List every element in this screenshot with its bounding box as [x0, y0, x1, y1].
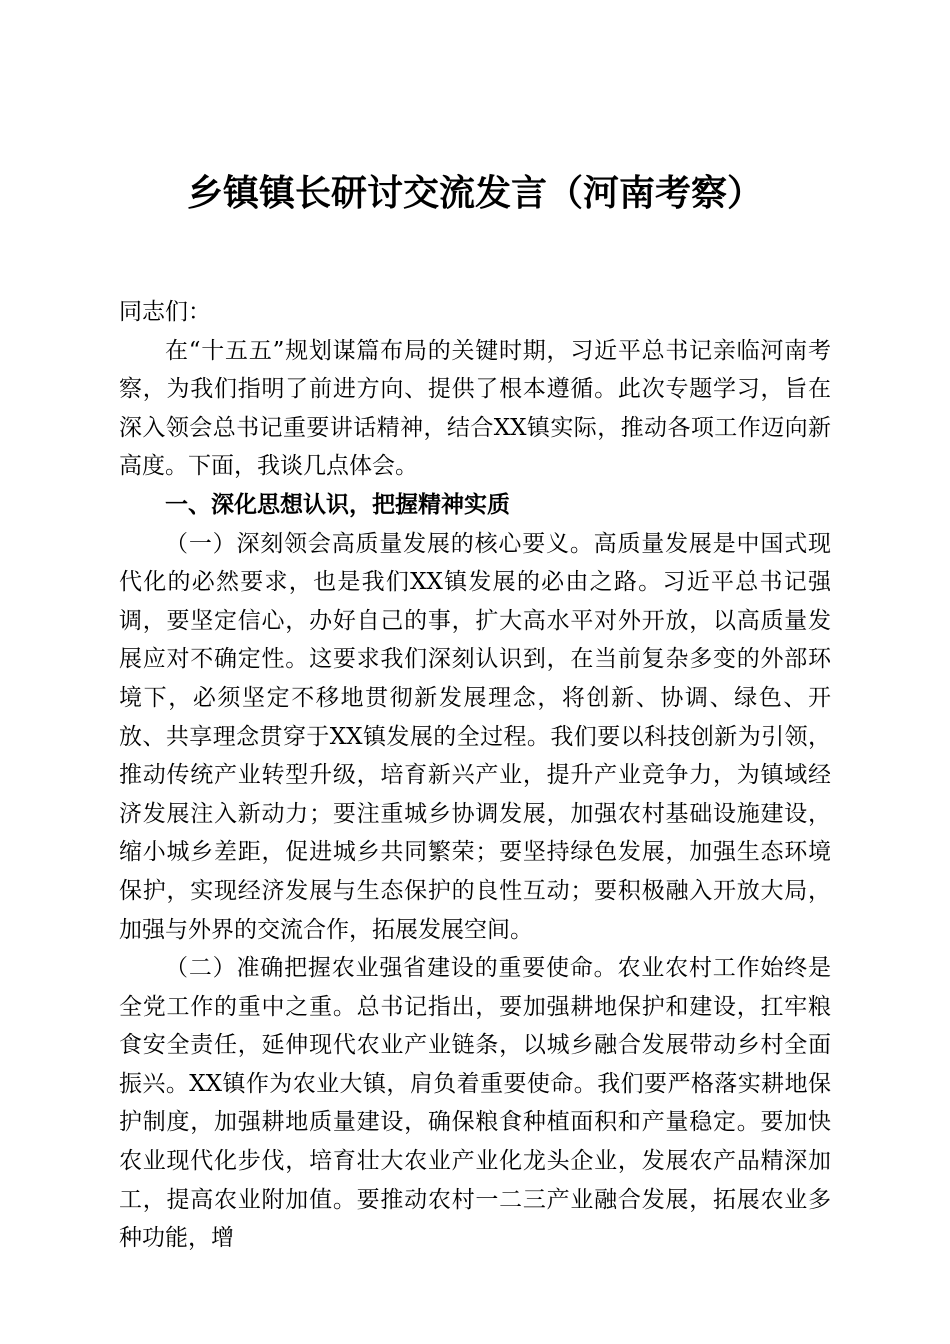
paragraph-2	[119, 949, 831, 1258]
paragraph-2-lead: （二）准确把握农业强省建设的重要使命。	[165, 955, 618, 982]
document-title: 乡镇镇长研讨交流发言（河南考察）	[186, 172, 763, 214]
paragraph-2-body: 农业农村工作始终是全党工作的重中之重。总书记指出，要加强耕地保护和建设，扛牢粮食安全责任，延伸现代农业产业链条，以城乡融合发展带动乡村全面振兴。XX镇作为农业大镇，肩负着重要使命。我们要严格落实耕地保护制度，加强耕地质量建设，确保粮食种植面积和产量稳定。要加快农业现代化步伐，培育壮大农业产业化龙头企业，发展农产品精深加工，提高农业附加值。要推动农村一二三产业融合发展，拓展农业多种功能，增	[119, 955, 832, 1252]
paragraph-1-lead: （一）深刻领会高质量发展的核心要义。	[165, 530, 594, 557]
document-body	[119, 293, 831, 1258]
paragraph-1-body: 高质量发展是中国式现代化的必然要求，也是我们XX镇发展的必由之路。习近平总书记强调，要坚定信心，办好自己的事，扩大高水平对外开放，以高质量发展应对不确定性。这要求我们深刻认识到，在当前复杂多变的外部环境下，必须坚定不移地贯彻新发展理念，将创新、协调、绿色、开放、共享理念贯穿于XX镇发展的全过程。我们要以科技创新为引领，推动传统产业转型升级，培育新兴产业，提升产业竞争力，为镇域经济发展注入新动力；要注重城乡协调发展，加强农村基础设施建设，缩小城乡差距，促进城乡共同繁荣；要坚持绿色发展，加强生态环境保护，实现经济发展与生态保护的良性互动；要积极融入开放大局，加强与外界的交流合作，拓展发展空间。	[119, 530, 832, 943]
salutation: 同志们：	[119, 299, 211, 325]
intro-paragraph: 在“十五五”规划谋篇布局的关键时期，习近平总书记亲临河南考察，为我们指明了前进方向、提供了根本遵循。此次专题学习，旨在深入领会总书记重要讲话精神，结合XX镇实际，推动各项工作迈向新高度。下面，我谈几点体会。	[119, 337, 831, 480]
section-heading: 一、深化思想认识，把握精神实质	[165, 491, 510, 518]
paragraph-1	[119, 525, 831, 950]
